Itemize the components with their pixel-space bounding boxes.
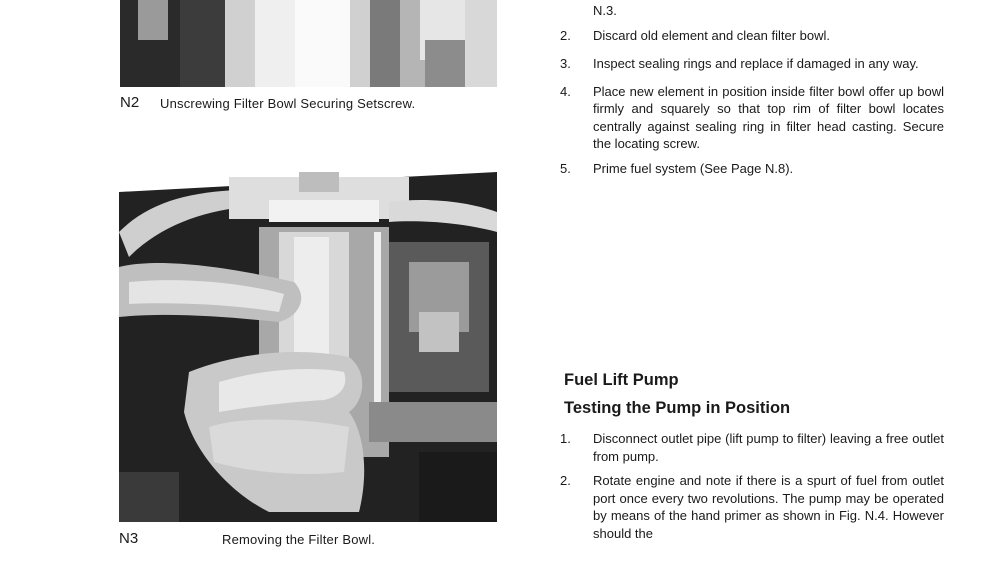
- steps-list-bottom: [560, 430, 944, 542]
- step-text: Disconnect outlet pipe (lift pump to filter) leaving a free outlet from pump.: [593, 431, 944, 464]
- top-fragment-text: N.3.: [593, 3, 617, 18]
- figure-n2-caption: Unscrewing Filter Bowl Securing Setscrew.: [160, 96, 416, 111]
- step-text: Rotate engine and note if there is a spurt of fuel from outlet port once every two revolutions. The pump may be operated by means of the hand primer as shown in Fig. N.4. However should the: [593, 473, 944, 541]
- step-number: 1.: [560, 431, 571, 446]
- figure-n3-photo: [119, 172, 497, 522]
- step-number: 2.: [560, 28, 571, 43]
- list-item: [560, 52, 944, 76]
- step-text: Inspect sealing rings and replace if damaged in any way.: [593, 55, 919, 71]
- list-item: [560, 160, 944, 178]
- step-number: 4.: [560, 83, 571, 99]
- section-heading: Fuel Lift Pump: [564, 371, 679, 389]
- step-text: Prime fuel system (See Page N.8).: [593, 160, 794, 176]
- steps-list-top: [560, 27, 944, 177]
- figure-n2-photo: [120, 0, 497, 87]
- list-item: [560, 472, 944, 542]
- list-item: [560, 430, 944, 465]
- figure-n2-label: N2: [120, 94, 140, 111]
- section-subheading: Testing the Pump in Position: [564, 399, 791, 417]
- step-text: Discard old element and clean filter bowl.: [593, 28, 831, 43]
- step-text: Place new element in position inside filter bowl offer up bowl firmly and squarely so that top rim of filter bowl locates centrally against sealing ring in filter head casting. Secure the locating screw.: [593, 83, 944, 151]
- step-number: 3.: [560, 55, 571, 71]
- figure-n3-caption: Removing the Filter Bowl.: [222, 532, 376, 547]
- step-number: 2.: [560, 473, 571, 488]
- figure-n3-label: N3: [119, 530, 139, 547]
- list-item: [560, 27, 944, 45]
- list-item: [560, 83, 944, 153]
- step-number: 5.: [560, 160, 571, 176]
